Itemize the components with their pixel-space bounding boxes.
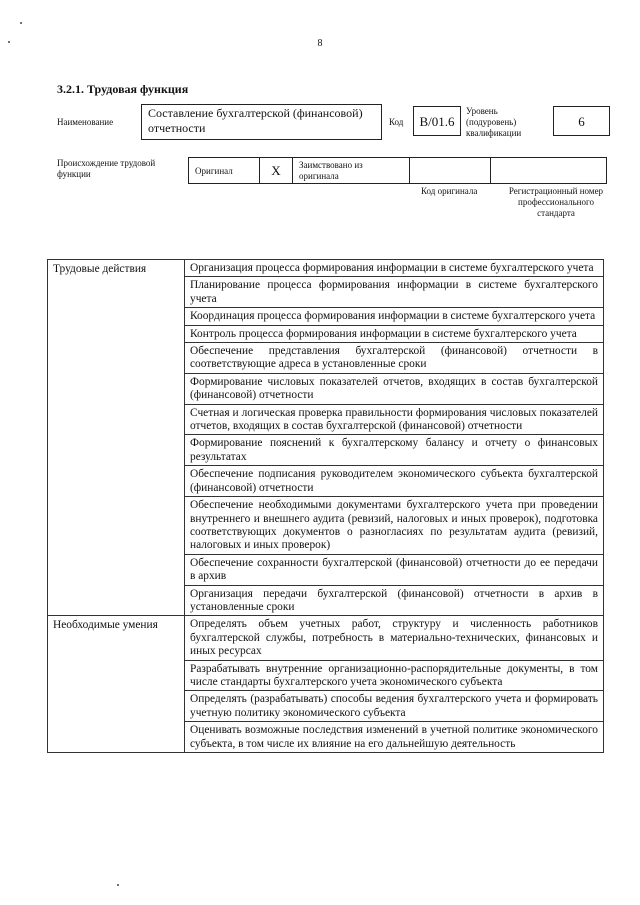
group-labor-actions: Трудовые действия [48,260,185,616]
group-required-skills: Необходимые умения [48,616,185,753]
level-value-box: 6 [553,106,610,136]
table-row [48,260,604,277]
level-label: Уровень (подуровень) квалификации [466,106,522,138]
table-cell-item: Координация процесса формирования информации в системе бухгалтерского учета [185,308,604,325]
code-original-cell [410,158,491,184]
original-label: Оригинал [189,158,260,184]
origin-label: Происхождение трудовой функции [57,158,156,179]
page-number: 8 [317,38,323,49]
borrowed-label: Заимствовано из оригинала [293,158,410,184]
section-title: 3.2.1. Трудовая функция [57,82,189,96]
table-cell-item: Формирование числовых показателей отчетов, входящих в состав бухгалтерской (финансовой) отчетности [185,373,604,404]
table-body [48,260,604,753]
scan-speck [117,884,119,886]
name-label: Наименование [57,117,114,127]
reg-number-cell [491,158,607,184]
code-value-box: B/01.6 [413,106,461,136]
table-cell-item: Организация передачи бухгалтерской (финансовой) отчетности в архив в установленные сроки [185,585,604,616]
table-cell-item: Контроль процесса формирования информации в системе бухгалтерского учета [185,325,604,342]
scan-speck [20,22,22,24]
table-cell-item: Организация процесса формирования информации в системе бухгалтерского учета [185,260,604,277]
table-cell-item: Обеспечение необходимыми документами бухгалтерского учета при проведении внутреннего и внешнего аудита (ревизий, налоговых и иных проверок), подготовка соответствующих документов о разногласиях по результатам аудита (ревизий, налоговых и иных проверок) [185,497,604,555]
table-cell-item: Определять (разрабатывать) способы ведения бухгалтерского учета и формировать учетную политику экономического субъекта [185,691,604,722]
code-label: Код [389,117,404,127]
original-mark: X [260,158,293,184]
table-cell-item: Оценивать возможные последствия изменений в учетной политике экономического субъекта, в том числе их влияние на его дальнейшую деятельность [185,722,604,753]
function-name-box: Составление бухгалтерской (финансовой) отчетности [141,104,382,140]
table-cell-item: Формирование пояснений к бухгалтерскому балансу и отчету о финансовых результатах [185,435,604,466]
table-row [48,616,604,660]
origin-table [188,157,607,184]
code-original-caption: Код оригинала [421,186,478,196]
table-cell-item: Разрабатывать внутренние организационно-распорядительные документы, в том числе стандарты бухгалтерского учета экономического субъекта [185,660,604,691]
table-cell-item: Обеспечение подписания руководителем экономического субъекта бухгалтерской (финансовой) отчетности [185,466,604,497]
table-cell-item: Счетная и логическая проверка правильности формирования числовых показателей отчетов, входящих в состав бухгалтерской (финансовой) отчетности [185,404,604,435]
table-cell-item: Определять объем учетных работ, структуру и численность работников бухгалтерской службы, потребность в материально-технических, финансовых и иных ресурсах [185,616,604,660]
reg-number-caption: Регистрационный номер профессионального стандарта [508,186,604,218]
table-cell-item: Обеспечение представления бухгалтерской (финансовой) отчетности в соответствующие адреса в установленные сроки [185,343,604,374]
table-cell-item: Планирование процесса формирования информации в системе бухгалтерского учета [185,277,604,308]
function-details-table [47,259,604,753]
table-cell-item: Обеспечение сохранности бухгалтерской (финансовой) отчетности до ее передачи в архив [185,554,604,585]
